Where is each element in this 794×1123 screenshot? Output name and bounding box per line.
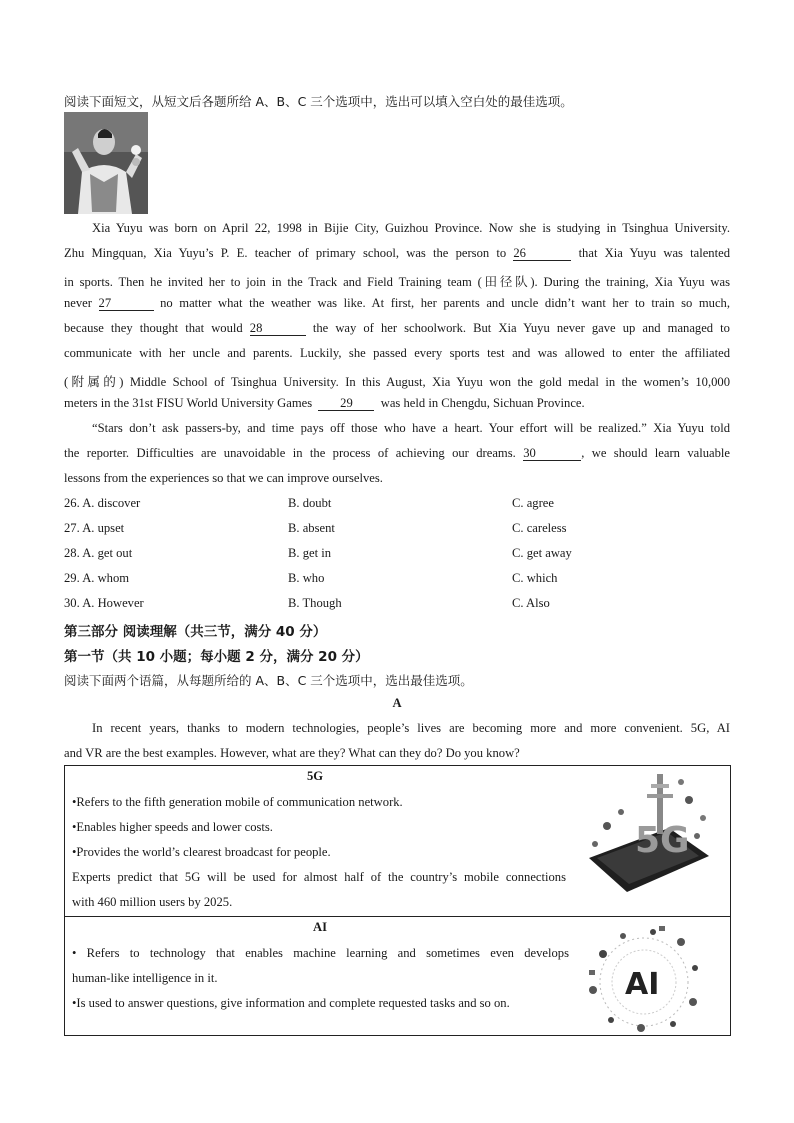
passage1-line-11: lessons from the experiences so that we can improve ourselves. xyxy=(64,471,383,485)
passage1-line-5: because they thought that would 28 the way of her schoolwork. But Xia Yuyu never gave up and managed to xyxy=(64,321,730,335)
blank-30[interactable]: 30 xyxy=(523,447,581,461)
option-29-c[interactable]: C. which xyxy=(512,571,558,585)
passage1-line-9: “Stars don’t ask passers-by, and time pays off those who have a heart. Your effort will be realized.” Xia Yuyu told xyxy=(92,421,730,435)
passage-a-line-1: In recent years, thanks to modern technologies, people’s lives are becoming more and more convenient. 5G, AI xyxy=(92,721,730,735)
option-26-a[interactable]: 26. A. discover xyxy=(64,496,141,510)
fiveg-para-1: Experts predict that 5G will be used for almost half of the country’s mobile connections xyxy=(72,870,566,884)
option-28-c[interactable]: C. get away xyxy=(512,546,572,560)
option-27-c[interactable]: C. careless xyxy=(512,521,567,535)
section1-heading: 第一节（共 10 小题；每小题 2 分，满分 20 分） xyxy=(64,649,369,665)
blank-26[interactable]: 26 xyxy=(513,247,571,261)
info-table xyxy=(64,765,731,1036)
svg-text:5G: 5G xyxy=(635,820,690,861)
option-30-a[interactable]: 30. A. However xyxy=(64,596,144,610)
passage1-line-2: Zhu Mingquan, Xia Yuyu’s P. E. teacher of primary school, was the person to 26 that Xia Yuyu was talented xyxy=(64,246,730,260)
option-28-b[interactable]: B. get in xyxy=(288,546,332,560)
section1-instruction: 阅读下面两个语篇，从每题所给的 A、B、C 三个选项中，选出最佳选项。 xyxy=(64,673,473,688)
fiveg-bullet-1: •Refers to the fifth generation mobile of communication network. xyxy=(72,795,403,809)
table-divider xyxy=(65,916,730,917)
option-26-b[interactable]: B. doubt xyxy=(288,496,332,510)
ai-image xyxy=(583,924,705,1034)
passage1-line-3: in sports. Then he invited her to join in the Track and Field Training team (田径队). During the training, Xia Yuyu was xyxy=(64,275,730,289)
ai-bullet-1-cont: human-like intelligence in it. xyxy=(72,971,218,985)
option-29-a[interactable]: 29. A. whom xyxy=(64,571,130,585)
reading-instruction: 阅读下面短文，从短文后各题所给 A、B、C 三个选项中，选出可以填入空白处的最佳选项。 xyxy=(64,94,573,109)
passage1-line-7: (附属的) Middle School of Tsinghua University. In this August, Xia Yuyu won the gold medal in the women’s 10,000 xyxy=(64,375,730,389)
svg-text:AI: AI xyxy=(625,967,660,1002)
option-29-b[interactable]: B. who xyxy=(288,571,325,585)
fiveg-image xyxy=(577,770,717,898)
passage1-line-8: meters in the 31st FISU World University Games 29 was held in Chengdu, Sichuan Province. xyxy=(64,396,585,410)
phone-5g-icon xyxy=(577,770,717,898)
part3-heading: 第三部分 阅读理解（共三节，满分 40 分） xyxy=(64,624,327,640)
option-30-b[interactable]: B. Though xyxy=(288,596,342,610)
passage1-line-6: communicate with her uncle and parents. Luckily, she passed every sports test and was allowed to enter the affiliated xyxy=(64,346,730,360)
passage-a-line-2: and VR are the best examples. However, what are they? What can they do? Do you know? xyxy=(64,746,520,760)
blank-27[interactable]: 27 xyxy=(99,297,154,311)
fiveg-bullet-2: •Enables higher speeds and lower costs. xyxy=(72,820,273,834)
option-28-a[interactable]: 28. A. get out xyxy=(64,546,133,560)
fiveg-para-2: with 460 million users by 2025. xyxy=(72,895,233,909)
option-27-b[interactable]: B. absent xyxy=(288,521,335,535)
ai-bullet-1: • Refers to technology that enables machine learning and sometimes even develops xyxy=(72,946,569,960)
ai-title: AI xyxy=(313,920,327,934)
athlete-photo xyxy=(64,112,148,214)
passage1-line-1: Xia Yuyu was born on April 22, 1998 in Bijie City, Guizhou Province. Now she is studying in Tsinghua University. xyxy=(92,221,730,235)
blank-29[interactable]: 29 xyxy=(318,397,374,411)
passage1-line-10: the reporter. Difficulties are unavoidable in the process of achieving our dreams. 30 , we should learn valuable xyxy=(64,446,731,460)
passage-a-label: A xyxy=(392,696,402,710)
option-30-c[interactable]: C. Also xyxy=(512,596,550,610)
option-26-c[interactable]: C. agree xyxy=(512,496,554,510)
ai-bullet-2: •Is used to answer questions, give information and complete requested tasks and so on. xyxy=(72,996,510,1010)
ai-network-icon xyxy=(583,924,705,1034)
option-27-a[interactable]: 27. A. upset xyxy=(64,521,125,535)
athlete-figure-icon xyxy=(64,112,148,214)
passage1-line-4: never 27 no matter what the weather was like. At first, her parents and uncle didn’t want her to train so much, xyxy=(64,296,730,310)
blank-28[interactable]: 28 xyxy=(250,322,306,336)
fiveg-bullet-3: •Provides the world’s clearest broadcast for people. xyxy=(72,845,331,859)
fiveg-title: 5G xyxy=(306,769,324,783)
